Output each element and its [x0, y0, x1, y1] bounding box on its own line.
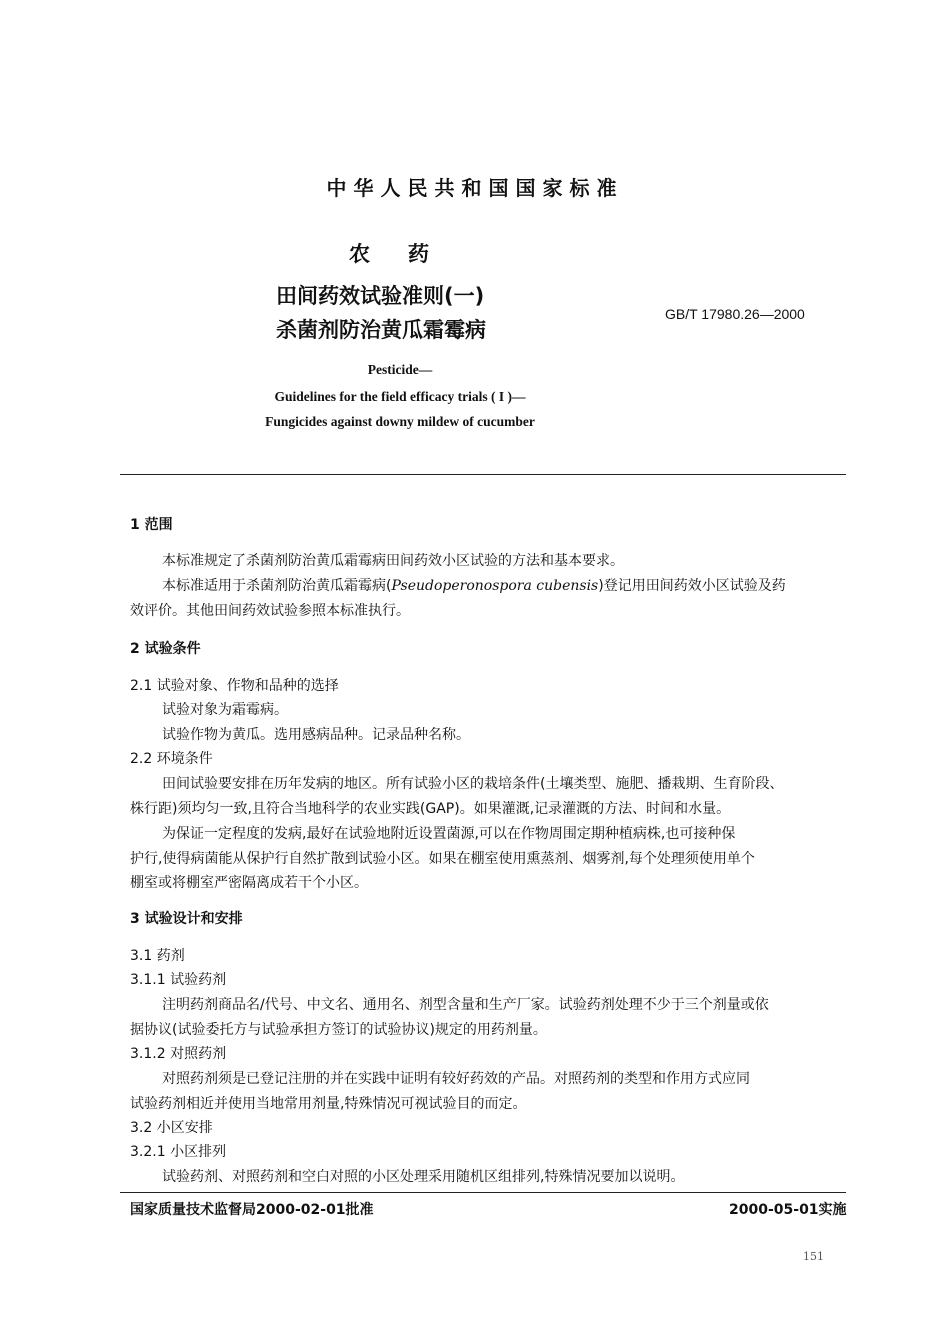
section-2-1-paragraph-1: 试验对象为霜霉病。 — [162, 702, 288, 718]
approval-date: 国家质量技术监督局2000-02-01批准 — [130, 1202, 374, 1218]
section-1-heading: 1 范围 — [130, 517, 173, 533]
section-2-2-line-4: 护行,使得病菌能从保护行自然扩散到试验小区。如果在棚室使用熏蒸剂、烟雾剂,每个处理须使用单个 — [130, 851, 755, 867]
section-2-2-line-5: 棚室或将棚室严密隔离成若干个小区。 — [130, 875, 368, 891]
section-2-2-line-1: 田间试验要安排在历年发病的地区。所有试验小区的栽培条件(土壤类型、施肥、播栽期、生育阶段、 — [162, 776, 784, 792]
national-standard-heading: 中华人民共和国国家标准 — [326, 176, 624, 200]
section-3-heading: 3 试验设计和安排 — [130, 911, 243, 927]
footer-divider — [120, 1192, 846, 1193]
page-number: 151 — [803, 1250, 824, 1263]
title-line-2: 田间药效试验准则(一) — [276, 284, 485, 308]
section-3-1-2-line-1: 对照药剂须是已登记注册的并在实践中证明有较好药效的产品。对照药剂的类型和作用方式应同 — [162, 1071, 750, 1087]
section-3-1-1-heading: 3.1.1 试验药剂 — [130, 972, 227, 988]
standard-code: GB/T 17980.26—2000 — [665, 306, 805, 322]
section-3-1-heading: 3.1 药剂 — [130, 948, 185, 964]
latin-name: Pseudoperonospora cubensis — [391, 578, 599, 594]
section-3-2-heading: 3.2 小区安排 — [130, 1120, 213, 1136]
english-title-line-2: Guidelines for the field efficacy trials ( I )— — [274, 389, 526, 404]
section-1-paragraph-2-cont: 效评价。其他田间药效试验参照本标准执行。 — [130, 603, 410, 619]
english-title-line-1: Pesticide— — [367, 362, 433, 377]
section-3-1-2-line-2: 试验药剂相近并使用当地常用剂量,特殊情况可视试验目的而定。 — [130, 1096, 527, 1112]
header-divider — [120, 474, 846, 475]
section-1-paragraph-1: 本标准规定了杀菌剂防治黄瓜霜霉病田间药效小区试验的方法和基本要求。 — [162, 553, 624, 569]
section-3-1-2-heading: 3.1.2 对照药剂 — [130, 1046, 227, 1062]
section-2-heading: 2 试验条件 — [130, 641, 201, 657]
section-3-1-1-line-1: 注明药剂商品名/代号、中文名、通用名、剂型含量和生产厂家。试验药剂处理不少于三个剂量或依 — [162, 997, 769, 1013]
section-2-2-line-3: 为保证一定程度的发病,最好在试验地附近设置菌源,可以在作物周围定期种植病株,也可接种保 — [162, 826, 736, 842]
section-2-1-heading: 2.1 试验对象、作物和品种的选择 — [130, 678, 339, 694]
title-line-3: 杀菌剂防治黄瓜霜霉病 — [276, 318, 486, 342]
effective-date: 2000-05-01实施 — [729, 1202, 847, 1218]
section-3-1-1-line-2: 据协议(试验委托方与试验承担方签订的试验协议)规定的用药剂量。 — [130, 1022, 547, 1038]
section-2-1-paragraph-2: 试验作物为黄瓜。选用感病品种。记录品种名称。 — [162, 727, 470, 743]
section-3-2-1-line-1: 试验药剂、对照药剂和空白对照的小区处理采用随机区组排列,特殊情况要加以说明。 — [162, 1169, 685, 1185]
section-3-2-1-heading: 3.2.1 小区排列 — [130, 1144, 227, 1160]
section-2-2-heading: 2.2 环境条件 — [130, 751, 213, 767]
section-2-2-line-2: 株行距)须均匀一致,且符合当地科学的农业实践(GAP)。如果灌溉,记录灌溉的方法、时间和水量。 — [130, 801, 731, 817]
section-1-paragraph-2: 本标准适用于杀菌剂防治黄瓜霜霉病(Pseudoperonospora cubensis)登记用田间药效小区试验及药 — [162, 578, 786, 594]
english-title-line-3: Fungicides against downy mildew of cucumber — [265, 414, 535, 429]
title-line-1: 农药 — [349, 242, 467, 266]
